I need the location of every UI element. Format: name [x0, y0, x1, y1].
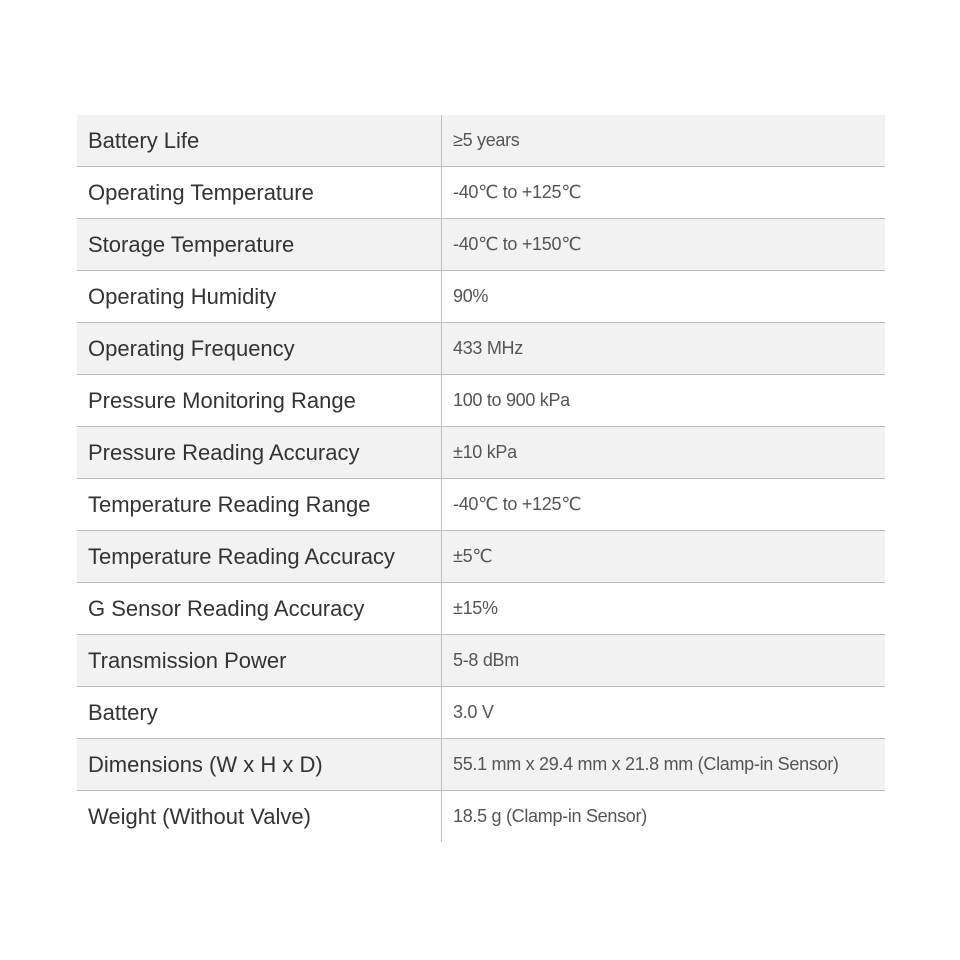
spec-row-dimensions: [77, 739, 885, 791]
spec-label-cell: [77, 531, 442, 583]
spec-label-cell: [77, 219, 442, 271]
spec-row-temperature-reading-range: [77, 479, 885, 531]
spec-label-cell: [77, 167, 442, 219]
spec-value: 55.1 mm x 29.4 mm x 21.8 mm (Clamp-in Sensor): [453, 754, 839, 774]
spec-value-cell: [442, 427, 886, 479]
spec-label-cell: [77, 739, 442, 791]
spec-value: -40℃ to +125℃: [453, 494, 582, 514]
spec-label-cell: [77, 115, 442, 167]
spec-value: 18.5 g (Clamp-in Sensor): [453, 806, 647, 826]
spec-row-battery-life: [77, 115, 885, 167]
spec-label: Battery: [88, 699, 158, 725]
spec-value: 433 MHz: [453, 338, 523, 358]
spec-label: G Sensor Reading Accuracy: [88, 595, 365, 621]
spec-label: Operating Humidity: [88, 283, 277, 309]
spec-row-transmission-power: [77, 635, 885, 687]
spec-label-cell: [77, 271, 442, 323]
spec-value-cell: [442, 115, 886, 167]
spec-label: Pressure Reading Accuracy: [88, 439, 360, 465]
spec-row-pressure-monitoring-range: [77, 375, 885, 427]
spec-value-cell: [442, 271, 886, 323]
spec-label: Weight (Without Valve): [88, 803, 311, 829]
spec-label-cell: [77, 791, 442, 843]
spec-label: Battery Life: [88, 127, 200, 153]
spec-value-cell: [442, 375, 886, 427]
spec-row-weight: [77, 791, 885, 843]
spec-value: 3.0 V: [453, 702, 494, 722]
spec-label: Temperature Reading Accuracy: [88, 543, 395, 569]
spec-label-cell: [77, 323, 442, 375]
spec-value-cell: [442, 219, 886, 271]
spec-label-cell: [77, 583, 442, 635]
spec-value-cell: [442, 583, 886, 635]
spec-label: Transmission Power: [88, 647, 287, 673]
spec-value: ±15%: [453, 598, 498, 618]
spec-row-storage-temperature: [77, 219, 885, 271]
spec-row-operating-temperature: [77, 167, 885, 219]
spec-value-cell: [442, 531, 886, 583]
spec-value: -40℃ to +150℃: [453, 234, 582, 254]
spec-value: ±10 kPa: [453, 442, 517, 462]
spec-label-cell: [77, 687, 442, 739]
spec-label: Operating Frequency: [88, 335, 295, 361]
spec-value: -40℃ to +125℃: [453, 182, 582, 202]
spec-table: [77, 115, 885, 842]
spec-value: 90%: [453, 286, 489, 306]
spec-row-temperature-reading-accuracy: [77, 531, 885, 583]
spec-row-operating-frequency: [77, 323, 885, 375]
spec-label: Storage Temperature: [88, 231, 295, 257]
spec-row-operating-humidity: [77, 271, 885, 323]
spec-value-cell: [442, 739, 886, 791]
spec-value-cell: [442, 479, 886, 531]
spec-row-g-sensor-reading-accuracy: [77, 583, 885, 635]
spec-value: ≥5 years: [453, 130, 520, 150]
spec-value-cell: [442, 791, 886, 843]
spec-value-cell: [442, 167, 886, 219]
spec-label: Operating Temperature: [88, 179, 314, 205]
spec-row-pressure-reading-accuracy: [77, 427, 885, 479]
spec-value-cell: [442, 635, 886, 687]
spec-value-cell: [442, 323, 886, 375]
spec-label: Dimensions (W x H x D): [88, 751, 323, 777]
spec-value-cell: [442, 687, 886, 739]
spec-label-cell: [77, 375, 442, 427]
spec-label: Pressure Monitoring Range: [88, 387, 356, 413]
spec-label-cell: [77, 427, 442, 479]
spec-value: 5-8 dBm: [453, 650, 519, 670]
spec-table-body: [77, 115, 885, 842]
spec-label-cell: [77, 479, 442, 531]
spec-label-cell: [77, 635, 442, 687]
spec-value: 100 to 900 kPa: [453, 390, 570, 410]
spec-label: Temperature Reading Range: [88, 491, 371, 517]
spec-row-battery: [77, 687, 885, 739]
spec-value: ±5℃: [453, 546, 493, 566]
